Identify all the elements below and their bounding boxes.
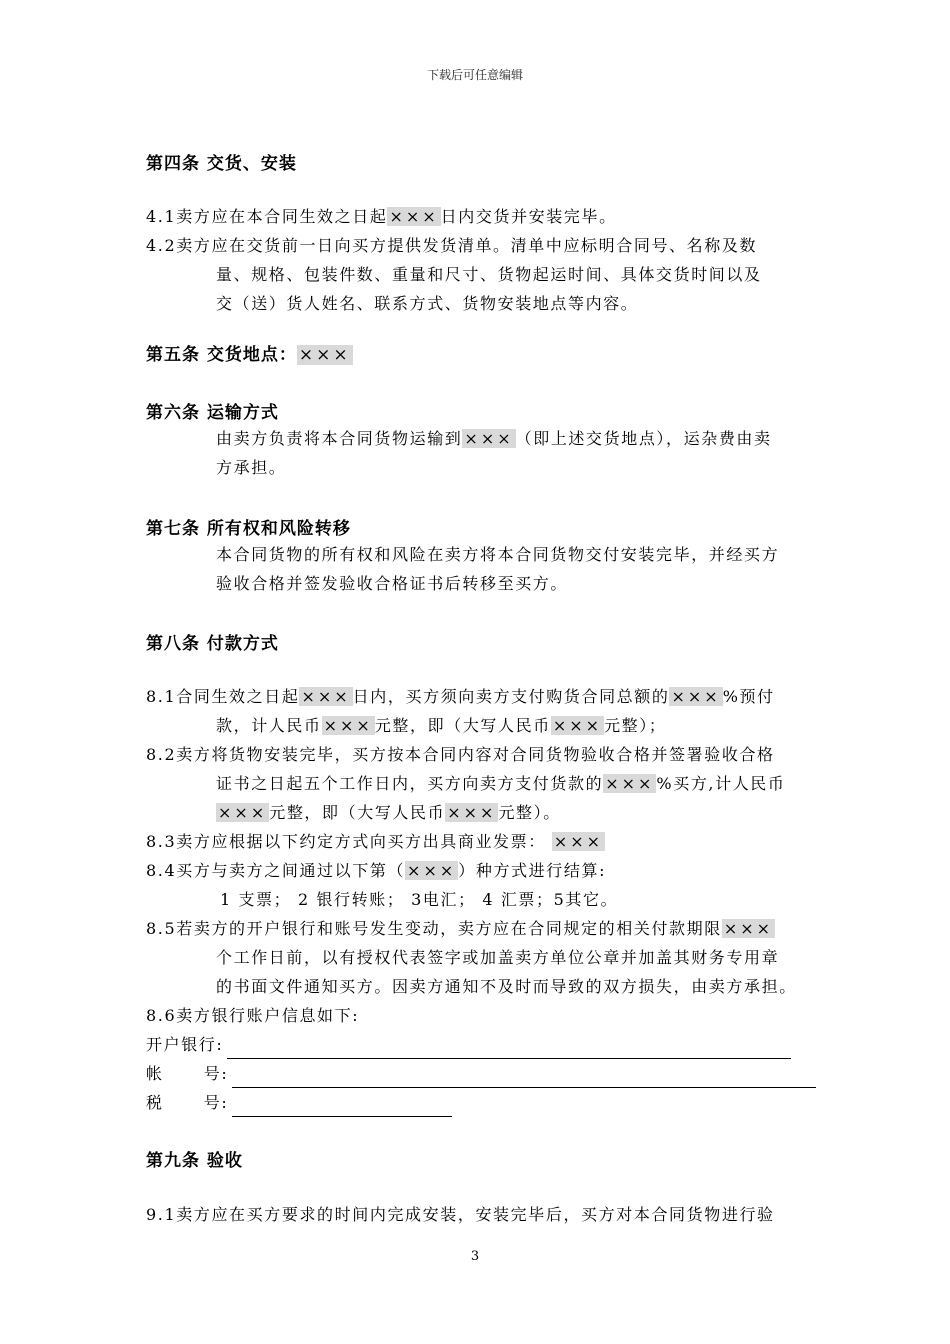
placeholder-field: ××× xyxy=(447,803,497,822)
clause-4-2-line1: 4.2卖方应在交货前一日向买方提供发货清单。清单中应标明合同号、名称及数 xyxy=(146,236,758,255)
clause-text: （即上述交货地点），运杂费由卖 xyxy=(515,429,772,448)
clause-text: %买方,计人民币 xyxy=(656,774,786,793)
clause-text: %预付 xyxy=(722,687,775,706)
clause-text: 8.3卖方应根据以下约定方式向买方出具商业发票： xyxy=(146,832,546,851)
clause-8-4-options: 1 支票； 2 银行转账； 3电汇； 4 汇票；5其它。 xyxy=(220,890,619,909)
page-header: 下载后可任意编辑 xyxy=(426,68,523,82)
bank-field-row xyxy=(146,1030,791,1059)
clause-text: 款，计人民币 xyxy=(216,716,322,735)
section-6-line1 xyxy=(216,424,772,453)
clause-text: 元整，即（大写人民币 xyxy=(269,803,446,822)
clause-text: 元整，即（大写人民币 xyxy=(374,716,551,735)
clause-text: 由卖方负责将本合同货物运输到 xyxy=(216,429,463,448)
clause-text: 日内交货并安装完毕。 xyxy=(440,207,617,226)
clause-8-6: 8.6卖方银行账户信息如下: xyxy=(146,1006,360,1025)
clause-text: 证书之日起五个工作日内，买方向卖方支付货款的 xyxy=(216,774,604,793)
section-7-line2: 验收合格并签发验收合格证书后转移至买方。 xyxy=(216,574,569,593)
section-6-line2: 方承担。 xyxy=(216,458,287,477)
placeholder-field: ××× xyxy=(723,919,774,938)
section-7-title: 第七条 所有权和风险转移 xyxy=(146,519,351,539)
placeholder-field: ××× xyxy=(323,716,373,735)
clause-text: 4.1卖方应在本合同生效之日起 xyxy=(146,207,388,226)
clause-9-1: 9.1卖方应在买方要求的时间内完成安装，安装完毕后，买方对本合同货物进行验 xyxy=(146,1205,775,1224)
placeholder-field: ××× xyxy=(298,345,351,365)
clause-text: 日内，买方须向卖方支付购货合同总额的 xyxy=(352,687,670,706)
section-8-title: 第八条 付款方式 xyxy=(146,634,279,654)
clause-8-4 xyxy=(146,856,606,885)
clause-8-5-line2: 个工作日前，以有授权代表签字或加盖卖方单位公章并加盖其财务专用章 xyxy=(216,948,780,967)
account-label: 帐 号: xyxy=(146,1064,229,1083)
placeholder-field: ××× xyxy=(553,832,604,851)
placeholder-field: ××× xyxy=(301,687,351,706)
clause-8-2-line1: 8.2卖方将货物安装完毕，买方按本合同内容对合同货物验收合格并签署验收合格 xyxy=(146,745,775,764)
tax-input-line[interactable] xyxy=(232,1099,452,1117)
clause-4-2-line2: 量、规格、包装件数、重量和尺寸、货物起运时间、具体交货时间以及 xyxy=(216,265,762,284)
placeholder-field: ××× xyxy=(671,687,721,706)
section-9-title: 第九条 验收 xyxy=(146,1151,243,1171)
section-5-title xyxy=(146,340,353,365)
clause-text: 8.1合同生效之日起 xyxy=(146,687,300,706)
placeholder-field: ××× xyxy=(218,803,268,822)
clause-8-3 xyxy=(146,827,605,856)
clause-text: 8.5若卖方的开户银行和账号发生变动，卖方应在合同规定的相关付款期限 xyxy=(146,919,722,938)
clause-text: 8.4买方与卖方之间通过以下第（ xyxy=(146,861,406,880)
clause-8-1-line2 xyxy=(216,711,666,740)
tax-field-row xyxy=(146,1088,452,1117)
clause-4-1 xyxy=(146,202,617,231)
placeholder-field: ××× xyxy=(407,861,457,880)
placeholder-field: ××× xyxy=(464,429,514,448)
section-4-title: 第四条 交货、安装 xyxy=(146,154,297,174)
page-number: 3 xyxy=(470,1249,480,1264)
section-7-line1: 本合同货物的所有权和风险在卖方将本合同货物交付安装完毕，并经买方 xyxy=(216,545,780,564)
tax-label: 税 号: xyxy=(146,1093,229,1112)
account-input-line[interactable] xyxy=(232,1070,816,1088)
placeholder-field: ××× xyxy=(605,774,655,793)
placeholder-field: ××× xyxy=(389,207,439,226)
clause-text: 元整）。 xyxy=(498,803,561,822)
clause-8-1-line1 xyxy=(146,682,775,711)
clause-4-2-line3: 交（送）货人姓名、联系方式、货物安装地点等内容。 xyxy=(216,294,639,313)
clause-text: ）种方式进行结算: xyxy=(458,861,607,880)
placeholder-field: ××× xyxy=(552,716,603,735)
bank-input-line[interactable] xyxy=(227,1041,791,1059)
clause-8-2-line2 xyxy=(216,769,786,798)
section-title-text: 第五条 交货地点： xyxy=(146,345,297,365)
clause-8-2-line3 xyxy=(216,798,561,827)
account-field-row xyxy=(146,1059,816,1088)
clause-text: 元整）； xyxy=(604,716,667,735)
bank-label: 开户银行: xyxy=(146,1035,224,1054)
section-6-title: 第六条 运输方式 xyxy=(146,403,279,423)
clause-8-5-line1 xyxy=(146,914,775,943)
clause-8-5-line3: 的书面文件通知买方。因卖方通知不及时而导致的双方损失，由卖方承担。 xyxy=(216,977,797,996)
